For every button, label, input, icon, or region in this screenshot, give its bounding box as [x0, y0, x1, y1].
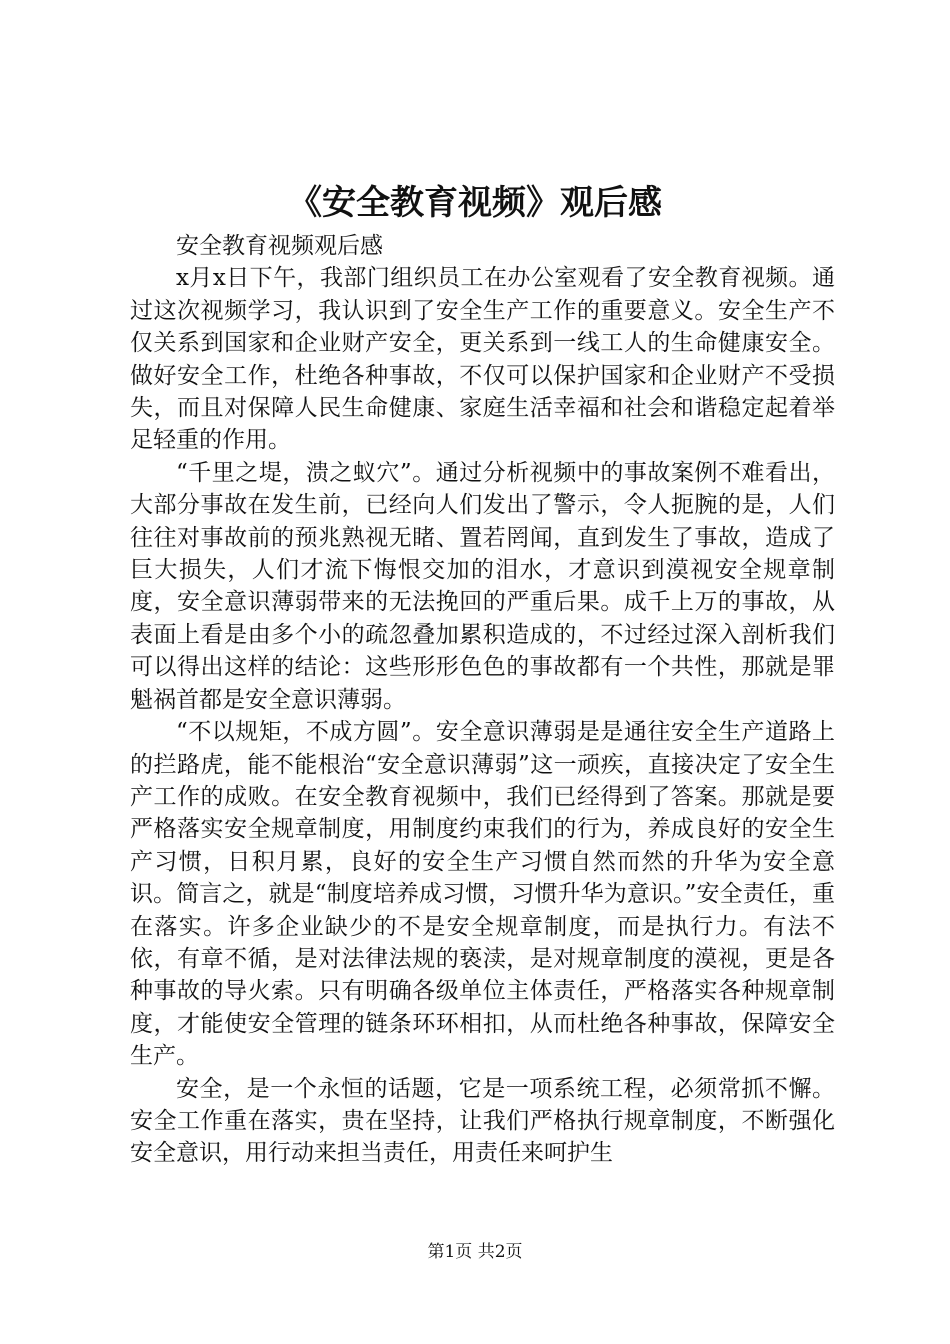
paragraph-1: x月x日下午，我部门组织员工在办公室观看了安全教育视频。通过这次视频学习，我认识到了安全生产工作的重要意义。安全生产不仅关系到国家和企业财产安全，更关系到一线工人的生命健康安全。做好安全工作，杜绝各种事故，不仅可以保护国家和企业财产不受损失，而且对保障人民生命健康、家庭生活幸福和社会和谐稳定起着举足轻重的作用。 [130, 265, 835, 454]
document-title: 《安全教育视频》观后感 [288, 183, 662, 223]
paragraph-2: “千里之堤，溃之蚁穴”。通过分析视频中的事故案例不难看出，大部分事故在发生前，已经向人们发出了警示，令人扼腕的是，人们往往对事故前的预兆熟视无睹、置若罔闻，直到发生了事故，造成了巨大损失，人们才流下悔恨交加的泪水，才意识到漠视安全规章制度，安全意识薄弱带来的无法挽回的严重后果。成千上万的事故，从表面上看是由多个小的疏忽叠加累积造成的，不过经过深入剖析我们可以得出这样的结论：这些形形色色的事故都有一个共性，那就是罪魁祸首都是安全意识薄弱。 [130, 459, 835, 713]
paragraph-4: 安全，是一个永恒的话题，它是一项系统工程，必须常抓不懈。安全工作重在落实，贵在坚持，让我们严格执行规章制度，不断强化安全意识，用行动来担当责任，用责任来呵护生 [130, 1075, 835, 1167]
document-body [130, 230, 835, 1170]
page-footer: 第1页 共2页 [427, 1242, 523, 1262]
paragraph-3: “不以规矩，不成方圆”。安全意识薄弱是是通往安全生产道路上的拦路虎，能不能根治“安全意识薄弱”这一顽疾，直接决定了安全生产工作的成败。在安全教育视频中，我们已经得到了答案。那就是要严格落实安全规章制度，用制度约束我们的行为，养成良好的安全生产习惯，日积月累，良好的安全生产习惯自然而然的升华为安全意识。简言之，就是“制度培养成习惯，习惯升华为意识。”安全责任，重在落实。许多企业缺少的不是安全规章制度，而是执行力。有法不依，有章不循，是对法律法规的亵渎，是对规章制度的漠视，更是各种事故的导火索。只有明确各级单位主体责任，严格落实各种规章制度，才能使安全管理的链条环环相扣，从而杜绝各种事故，保障安全生产。 [130, 719, 835, 1070]
paragraph-subtitle: 安全教育视频观后感 [176, 233, 383, 259]
